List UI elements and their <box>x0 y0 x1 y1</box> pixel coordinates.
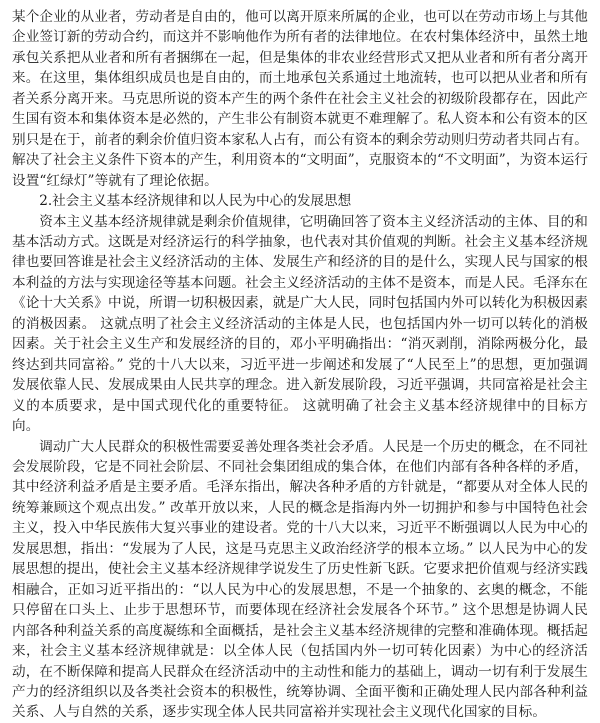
paragraph-1: 某个企业的从业者，劳动者是自由的，他可以离开原来所属的企业，也可以在劳动市场上与其他企业签订新的劳动合约，而这并不影响他作为所有者的法律地位。在农村集体经济中，虽然土地承包关系把从业者和所有者捆绑在一起，但是集体的非农业经营形式又把从业者和所有者分离开来。在这里，集体组织成员也是自由的，而土地承包关系通过土地流转，也可以把从业者和所有者关系分离开来。马克思所说的资本产生的两个条件在社会主义社会的初级阶段都存在，因此产生国有资本和集体资本是必然的，产生非公有制资本就更不难理解了。私人资本和公有资本的区别只是在于，前者的剩余价值归资本家私人占有，而公有资本的剩余劳动则归劳动者共同占有。解决了社会主义条件下资本的产生，利用资本的“文明面”，克服资本的“不文明面”，为资本运行设置“红绿灯”等就有了理论依据。 <box>12 9 588 189</box>
section-heading-2: 2.社会主义基本经济规律和以人民为中心的发展思想 <box>39 193 352 210</box>
paragraph-2: 资本主义基本经济规律就是剩余价值规律，它明确回答了资本主义经济活动的主体、目的和基本活动方式。这既是对经济运行的科学抽象，也代表对其价值观的判断。社会主义基本经济规律也要回答谁是社会主义经济活动的主体、发展生产和经济的目的是什么，实现人民与国家的根本利益的方法与实现途径等基本问题。社会主义经济活动的主体不是资本，而是人民。毛泽东在《论十大关系》中说，所谓一切积极因素，就是广大人民，同时包括国内外可以转化为积极因素的消极因素。 这就点明了社会主义经济活动的主体是人民，也包括国内外一切可以转化的消极因素。关于社会主义生产和发展经济的目的，邓小平明确指出：“消灭剥削，消除两极分化，最终达到共同富裕。” 党的十八大以来，习近平进一步阐述和发展了“人民至上”的思想，更加强调发展依靠人民、发展成果由人民共享的理念。进入新发展阶段，习近平强调，共同富裕是社会主义的本质要求，是中国式现代化的重要特征。 这就明确了社会主义基本经济规律中的目标方向。 <box>12 213 588 435</box>
paragraph-3: 调动广大人民群众的积极性需要妥善处理各类社会矛盾。人民是一个历史的概念，在不同社会发展阶段，它是不同社会阶层、不同社会集团组成的集合体，在他们内部有各种各样的矛盾，其中经济利益矛盾是主要矛盾。毛泽东指出，解决各种矛盾的方针就是，“都要从对全体人民的统筹兼顾这个观点出发。” 改革开放以来，人民的概念是指海内外一切拥护和参与中国特色社会主义，投入中华民族伟大复兴事业的建设者。党的十八大以来，习近平不断强调以人民为中心的发展思想，指出：“发展为了人民，这是马克思主义政治经济学的根本立场。” 以人民为中心的发展思想的提出，使社会主义基本经济规律学说发生了历史性新飞跃。它要求把价值观与经济实践相融合，正如习近平指出的：“以人民为中心的发展思想，不是一个抽象的、玄奥的概念，不能只停留在口头上、止步于思想环节，而要体现在经济社会发展各个环节。” 这个思想是协调人民内部各种利益关系的高度凝练和全面概括，是社会主义基本经济规律的完整和准确体现。概括起来，社会主义基本经济规律就是：以全体人民（包括国内外一切可转化因素）为中心的经济活动，在不断保障和提高人民群众在经济活动中的主动性和能力的基础上，调动一切有利于发展生产力的经济组织以及各类社会资本的积极性，统筹协调、全面平衡和正确处理人民内部各种利益关系、人与自然的关系，逐步实现全体人民共同富裕并实现社会主义现代化国家的目标。 <box>12 438 588 721</box>
